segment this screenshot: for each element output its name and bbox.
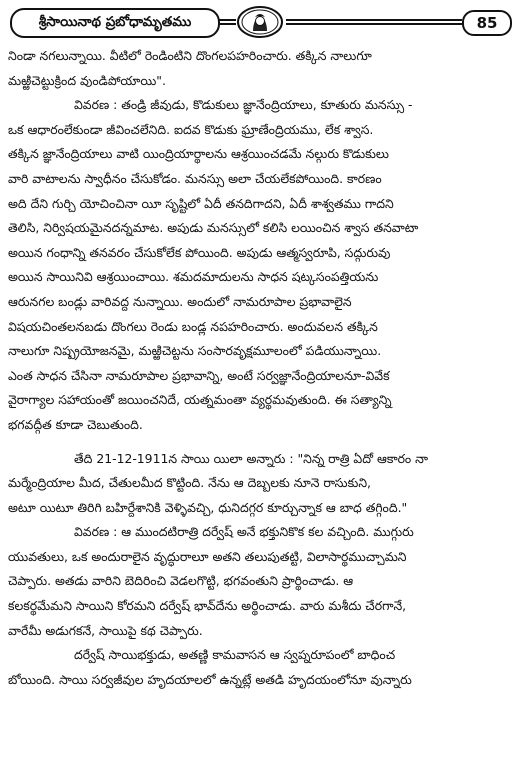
text-line: విషయచింతలనబడు దొంగలు రెండు బండ్ల నపహరించారు. అందువలన తక్కిన	[8, 318, 378, 334]
book-title-box	[10, 8, 220, 38]
paragraph	[8, 520, 512, 643]
text-line: యువతులు, ఒక అందురాలైన వృద్ధురాలూ అతని తలుపుతట్టి, విలాసార్థముచ్చామని	[8, 548, 407, 564]
paragraph-gap	[8, 438, 512, 447]
text-line: అటూ యిటూ తిరిగి బహిర్దేశానికి వెళ్ళివచ్చి, ధునిదగ్గర కూర్చున్నాక ఆ బాధ తగ్గింది."	[8, 499, 408, 515]
text-line: ఎంత సాధన చేసినా నామరూపాల ప్రభావాన్ని, అంటే సర్వజ్ఞానేంద్రియాలనూ-వివేక	[8, 367, 390, 383]
text-line: అయిన గంధాన్ని తనవరం చేసుకోలేక పోయింది. అపుడు ఆత్మస్వరూపి, సద్గురువు	[8, 244, 391, 260]
text-line: వివరణ : ఆ ముందటిరాత్రి దర్వేష్ అనే భక్తునికొక కల వచ్చింది. ముగ్గురు	[74, 524, 414, 540]
book-title: శ్రీసాయినాథ ప్రబోధామృతము	[38, 13, 192, 30]
page-header	[10, 6, 510, 40]
text-line: భగవద్గీత కూడా చెబుతుంది.	[8, 416, 143, 432]
text-line: తెలిసి, నిర్విషయమైనదన్నమాట. అపుడు మనస్సులో కలిసి లయించిన శ్వాస తనవాటా	[8, 220, 419, 236]
sai-portrait-icon	[236, 6, 284, 38]
paragraph	[8, 643, 512, 692]
text-line: తక్కిన జ్ఞానేంద్రియాలు వాటి యింద్రియార్థాలను ఆశ్రయించడమే నల్గురు కొడుకులు	[8, 146, 389, 162]
text-line: బోయింది. సాయి సర్వజీవుల హృదయాలలో ఉన్నట్లే అతడి హృదయంలోనూ వున్నారు	[8, 671, 412, 687]
text-line: ఒక ఆధారంలేకుండా జీవించలేనిది. ఐదవ కొడుకు ఘ్రాణేంద్రియము, లేక శ్వాస.	[8, 121, 374, 137]
page-body	[8, 44, 512, 692]
text-line: తేది 21-12-1911న సాయి యిలా అన్నారు : "నిన్న రాత్రి ఏదో ఆకారం నా	[74, 450, 429, 466]
text-line: చెప్పారు. అతడు వారిని బెదిరించి వెడలగొట్టి, భగవంతుని ప్రార్థించాడు. ఆ	[8, 573, 354, 589]
text-line: కలకర్థమేమని సాయిని కోరమని దర్వేష్ భావ్‌దేను అర్థించాడు. వారు మశీదు చేరగానే,	[8, 598, 407, 614]
text-line: అయిన సాయినివి ఆశ్రయించాయి. శమదమాదులను సాధన షట్కసంపత్తియను	[8, 269, 379, 285]
text-line: వైరాగ్యాల సహాయంతో జయించనిదే, యత్నమంతా వ్యర్థమవుతుంది. ఈ సత్యాన్ని	[8, 392, 392, 408]
text-line: వారి వాటాలను స్వాధీనం చేసుకోడం. మనస్సు అలా చేయలేకపోయింది. కారణం	[8, 170, 382, 186]
text-line: నిండా నగలున్నాయి. వీటిలో రెండింటిని దొంగలపహరించారు. తక్కిన నాలుగూ	[8, 48, 372, 63]
text-line: మర్మేంద్రియాల మీద, చేతులమీద కొట్టింది. నేను ఆ దెబ్బలకు నూనె రాసుకుని,	[8, 475, 371, 491]
header-rule-left	[218, 19, 236, 25]
text-line: అది దేని గుర్చి యోచించినా యీ సృష్టిలో ఏదీ తనదిగాదని, ఏదీ శాశ్వతము గాదని	[8, 195, 394, 211]
paragraph	[8, 447, 512, 521]
text-line: ఆరునగల బండ్లు వారివద్ద నున్నాయి. అందులో నామరూపాల ప్రభావాలైన	[8, 293, 352, 309]
page-number: 85	[476, 14, 498, 32]
text-line: దర్వేష్ సాయిభక్తుడు, అతణ్ణి కామవాసన ఆ స్వప్నరూపంలో బాధించ	[74, 647, 396, 663]
text-line: మఱ్ఱిచెట్టుక్రింద వుండిపోయాయి".	[8, 72, 166, 88]
paragraph	[8, 93, 512, 437]
text-line: నాలుగూ నిష్ప్రయోజనమై, మఱ్ఱిచెట్టను సంసారవృక్షమూలంలో పడియున్నాయి.	[8, 343, 382, 359]
text-line: వివరణ : తండ్రి జీవుడు, కొడుకులు జ్ఞానేంద్రియాలు, కూతురు మనస్సు -	[74, 97, 413, 113]
paragraph	[8, 44, 512, 93]
text-line: వారేమీ అడుగకనే, సాయిపై కథ చెప్పారు.	[8, 622, 203, 638]
header-rule-right	[286, 19, 462, 25]
page-number-box	[462, 10, 512, 36]
